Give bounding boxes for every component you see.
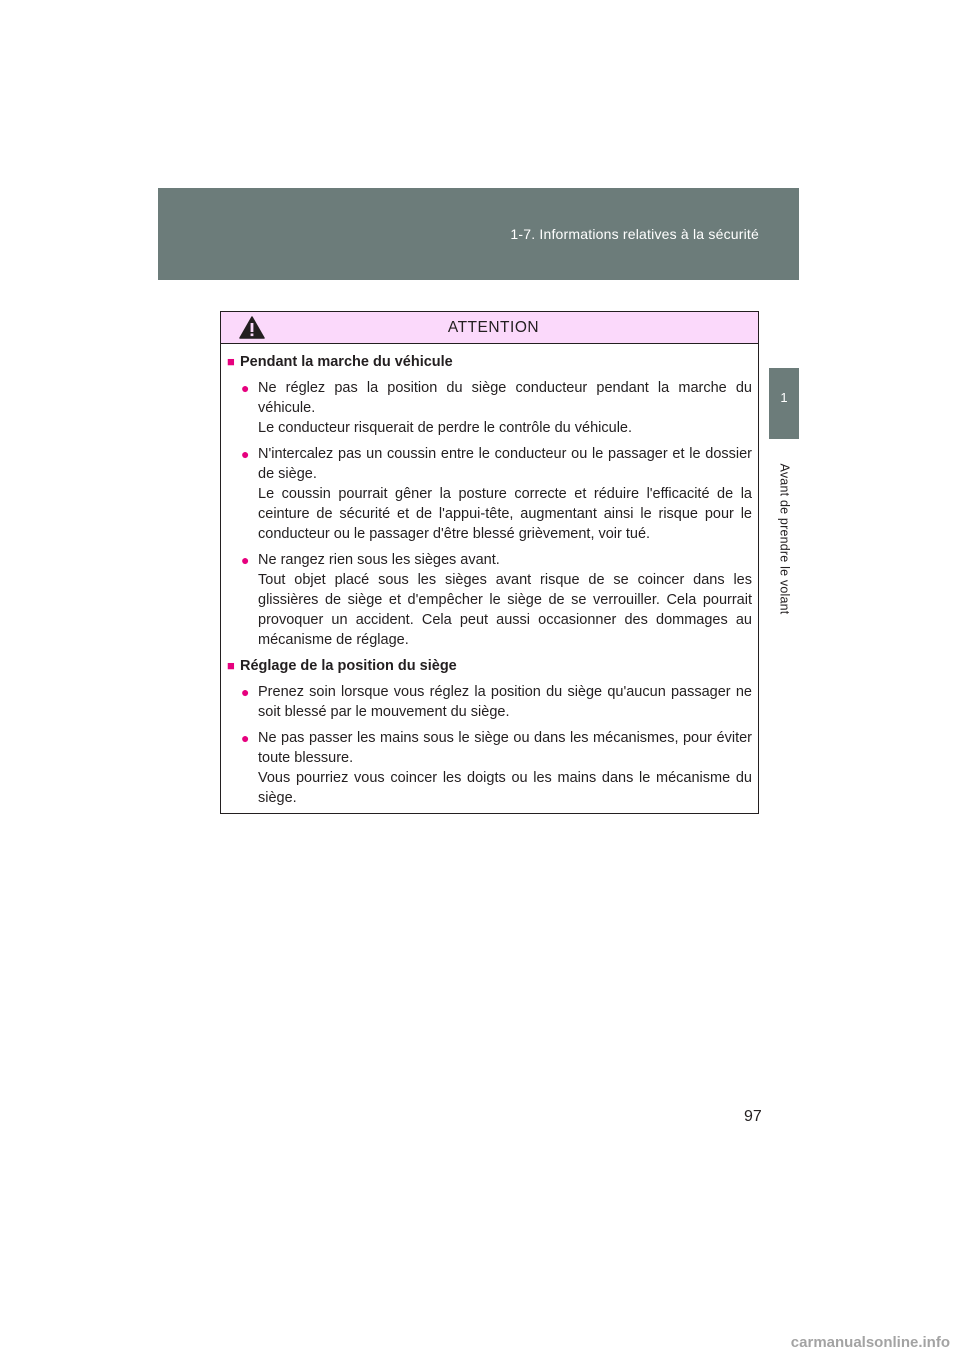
list-item-text — [258, 682, 752, 722]
page-number: 97 — [744, 1108, 762, 1125]
section-title: 1-7. Informations relatives à la sécurité — [510, 226, 759, 242]
warning-box — [220, 311, 759, 814]
round-bullet-icon: ● — [241, 730, 250, 746]
paragraph: Ne réglez pas la position du siège conducteur pendant la marche du véhicule. — [258, 380, 752, 416]
round-bullet-icon: ● — [241, 684, 250, 700]
chapter-number: 1 — [780, 390, 788, 405]
warning-section — [227, 656, 752, 808]
list-item-text — [258, 444, 752, 544]
section-heading — [227, 352, 752, 372]
chapter-label-tab — [769, 439, 799, 639]
paragraph: Le coussin pourrait gêner la posture correcte et réduire l'efficacité de la ceinture de sécurité et de l'appui-tête, augmentant ainsi le risque pour le conducteur ou le passager d'être blessé grièvement, voir tué. — [258, 486, 752, 542]
chapter-number-tab — [769, 368, 799, 439]
list-item — [227, 444, 752, 544]
header-band — [158, 188, 799, 280]
list-item — [227, 550, 752, 650]
round-bullet-icon: ● — [241, 552, 250, 568]
list-item — [227, 378, 752, 438]
paragraph: Ne rangez rien sous les sièges avant. — [258, 552, 500, 568]
list-item — [227, 728, 752, 808]
section-heading-text: Pendant la marche du véhicule — [240, 354, 453, 370]
list-item-text — [258, 378, 752, 438]
warning-header — [221, 312, 758, 344]
paragraph: Prenez soin lorsque vous réglez la position du siège qu'aucun passager ne soit blessé par le mouvement du siège. — [258, 684, 752, 720]
paragraph: Ne pas passer les mains sous le siège ou dans les mécanismes, pour éviter toute blessure. — [258, 730, 752, 766]
section-heading — [227, 656, 752, 676]
round-bullet-icon: ● — [241, 380, 250, 396]
square-bullet-icon: ■ — [227, 354, 235, 369]
list-item-text — [258, 728, 752, 808]
warning-triangle-icon — [239, 316, 265, 339]
round-bullet-icon: ● — [241, 446, 250, 462]
warning-title: ATTENTION — [447, 318, 540, 336]
warning-body — [221, 344, 758, 808]
chapter-label: Avant de prendre le volant — [777, 463, 791, 615]
paragraph: N'intercalez pas un coussin entre le conducteur ou le passager et le dossier de siège. — [258, 446, 752, 482]
warning-section — [227, 352, 752, 650]
paragraph: Tout objet placé sous les sièges avant risque de se coincer dans les glissières de siège et d'empêcher le siège de se verrouiller. Cela pourrait provoquer un accident. Cela peut aussi occasionner des dommages au mécanisme de réglage. — [258, 572, 752, 648]
paragraph: Le conducteur risquerait de perdre le contrôle du véhicule. — [258, 420, 633, 436]
watermark: carmanualsonline.info — [790, 1334, 950, 1351]
list-item — [227, 682, 752, 722]
square-bullet-icon: ■ — [227, 658, 235, 673]
section-heading-text: Réglage de la position du siège — [240, 658, 457, 674]
paragraph: Vous pourriez vous coincer les doigts ou les mains dans le mécanisme du siège. — [258, 770, 752, 806]
list-item-text — [258, 550, 752, 650]
